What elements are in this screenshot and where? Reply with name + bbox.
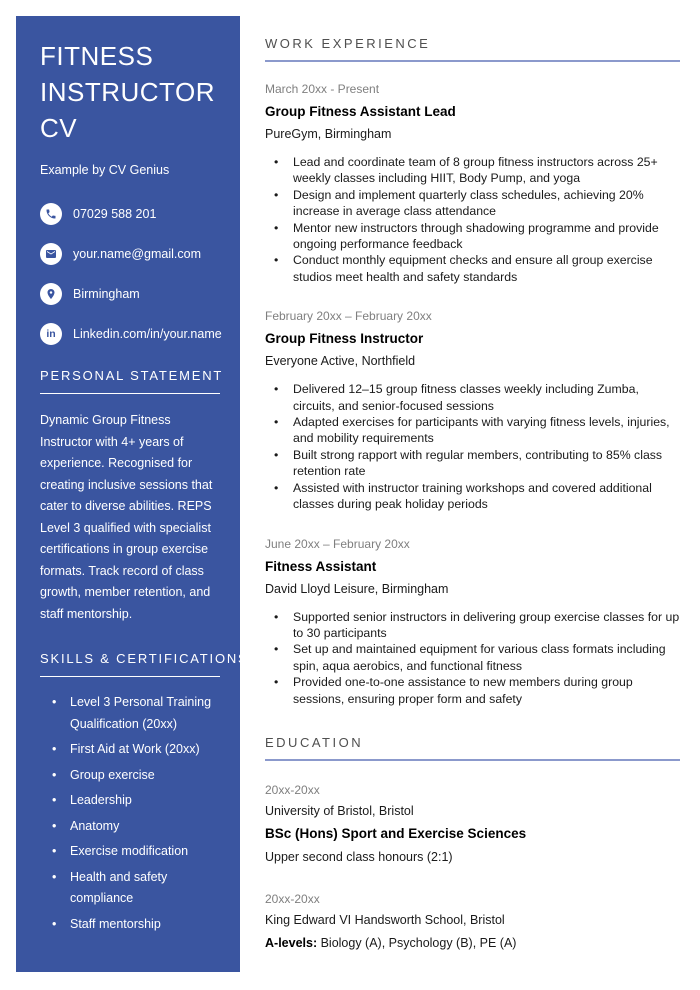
skill-item: • Health and safety compliance bbox=[40, 867, 220, 910]
job-company: David Lloyd Leisure, Birmingham bbox=[265, 581, 449, 596]
job-bullet: • Provided one-to-one assistance to new members during group sessions, ensuring proper form and safety bbox=[265, 674, 680, 707]
contact-phone bbox=[40, 203, 220, 225]
job-bullet: • Built strong rapport with regular members, contributing to 85% class retention rate bbox=[265, 447, 680, 480]
skill-item: • Exercise modification bbox=[40, 841, 220, 863]
skill-item: • Staff mentorship bbox=[40, 914, 220, 936]
contact-location bbox=[40, 283, 220, 305]
email-icon bbox=[40, 243, 62, 265]
skill-item: • First Aid at Work (20xx) bbox=[40, 739, 220, 761]
education-heading: EDUCATION bbox=[265, 735, 680, 761]
job-bullet: • Adapted exercises for participants with varying fitness levels, injuries, and mobility requirements bbox=[265, 414, 680, 447]
job-bullet: • Delivered 12–15 group fitness classes weekly including Zumba, circuits, and senior-focused sessions bbox=[265, 381, 680, 414]
job-bullet: • Lead and coordinate team of 8 group fitness instructors across 25+ weekly classes including HIIT, Body Pump, and yoga bbox=[265, 154, 680, 187]
skill-item: • Level 3 Personal Training Qualification (20xx) bbox=[40, 692, 220, 735]
job-entry bbox=[265, 309, 680, 512]
phone-icon bbox=[40, 203, 62, 225]
location-icon bbox=[40, 283, 62, 305]
work-experience-heading: WORK EXPERIENCE bbox=[265, 36, 680, 62]
contact-list bbox=[40, 203, 220, 345]
job-dates: March 20xx - Present bbox=[265, 82, 380, 96]
linkedin-icon: in bbox=[40, 323, 62, 345]
job-bullet: • Set up and maintained equipment for various class formats including spin, aqua aerobics, and functional fitness bbox=[265, 641, 680, 674]
cv-subtitle: Example by CV Genius bbox=[40, 163, 170, 177]
job-title: Fitness Assistant bbox=[265, 558, 377, 574]
alevels-list: Biology (A), Psychology (B), PE (A) bbox=[317, 935, 517, 950]
main-column bbox=[265, 30, 680, 951]
alevels-label: A-levels: bbox=[265, 935, 318, 950]
job-bullet: • Conduct monthly equipment checks and ensure all group exercise studios meet health and safety standards bbox=[265, 252, 680, 285]
job-entry bbox=[265, 537, 680, 707]
job-bullet: • Mentor new instructors through shadowing programme and provide ongoing performance feedback bbox=[265, 220, 680, 253]
education-entry bbox=[265, 783, 680, 865]
education-dates: 20xx-20xx bbox=[265, 891, 320, 906]
skills-list bbox=[40, 692, 220, 935]
location-text: Birmingham bbox=[73, 287, 140, 301]
personal-statement-text: Dynamic Group Fitness Instructor with 4+ years of experience. Recognised for creating inclusive sessions that cater to diverse abilities. REPS Level 3 qualified with specialist certifications in group exercise formats. Track record of class growth, member retention, and staff mentorship. bbox=[40, 413, 213, 621]
job-entry bbox=[265, 82, 680, 285]
job-bullets bbox=[265, 609, 680, 707]
job-bullet: • Design and implement quarterly class schedules, achieving 20% increase in average class attendance bbox=[265, 187, 680, 220]
skill-item: • Leadership bbox=[40, 790, 220, 812]
linkedin-url: Linkedin.com/in/your.name bbox=[73, 327, 222, 341]
cv-title: FITNESS INSTRUCTOR CV bbox=[40, 41, 215, 143]
job-company: Everyone Active, Northfield bbox=[265, 354, 416, 369]
phone-number: 07029 588 201 bbox=[73, 207, 157, 221]
email-address: your.name@gmail.com bbox=[73, 247, 202, 261]
education-entry bbox=[265, 892, 680, 951]
contact-linkedin bbox=[40, 323, 220, 345]
sidebar bbox=[16, 16, 249, 972]
education-institution: King Edward VI Handsworth School, Bristol bbox=[265, 912, 505, 927]
job-bullet: • Assisted with instructor training workshops and covered additional classes during peak holiday periods bbox=[265, 480, 680, 513]
contact-email bbox=[40, 243, 220, 265]
skills-heading: SKILLS & CERTIFICATIONS bbox=[40, 651, 220, 677]
education-detail bbox=[265, 936, 680, 951]
job-bullets bbox=[265, 381, 680, 512]
job-title: Group Fitness Instructor bbox=[265, 331, 424, 347]
education-institution: University of Bristol, Bristol bbox=[265, 803, 414, 818]
skill-item: • Anatomy bbox=[40, 816, 220, 838]
personal-statement-heading: PERSONAL STATEMENT bbox=[40, 368, 220, 394]
skill-item: • Group exercise bbox=[40, 765, 220, 787]
job-dates: February 20xx – February 20xx bbox=[265, 309, 432, 324]
job-bullets bbox=[265, 154, 680, 285]
job-company: PureGym, Birmingham bbox=[265, 127, 392, 141]
education-detail: Upper second class honours (2:1) bbox=[265, 849, 453, 864]
job-dates: June 20xx – February 20xx bbox=[265, 536, 410, 551]
education-dates: 20xx-20xx bbox=[265, 782, 320, 797]
education-degree: BSc (Hons) Sport and Exercise Sciences bbox=[265, 825, 527, 841]
job-title: Group Fitness Assistant Lead bbox=[265, 104, 456, 119]
job-bullet: • Supported senior instructors in delivering group exercise classes for up to 30 participants bbox=[265, 609, 680, 642]
